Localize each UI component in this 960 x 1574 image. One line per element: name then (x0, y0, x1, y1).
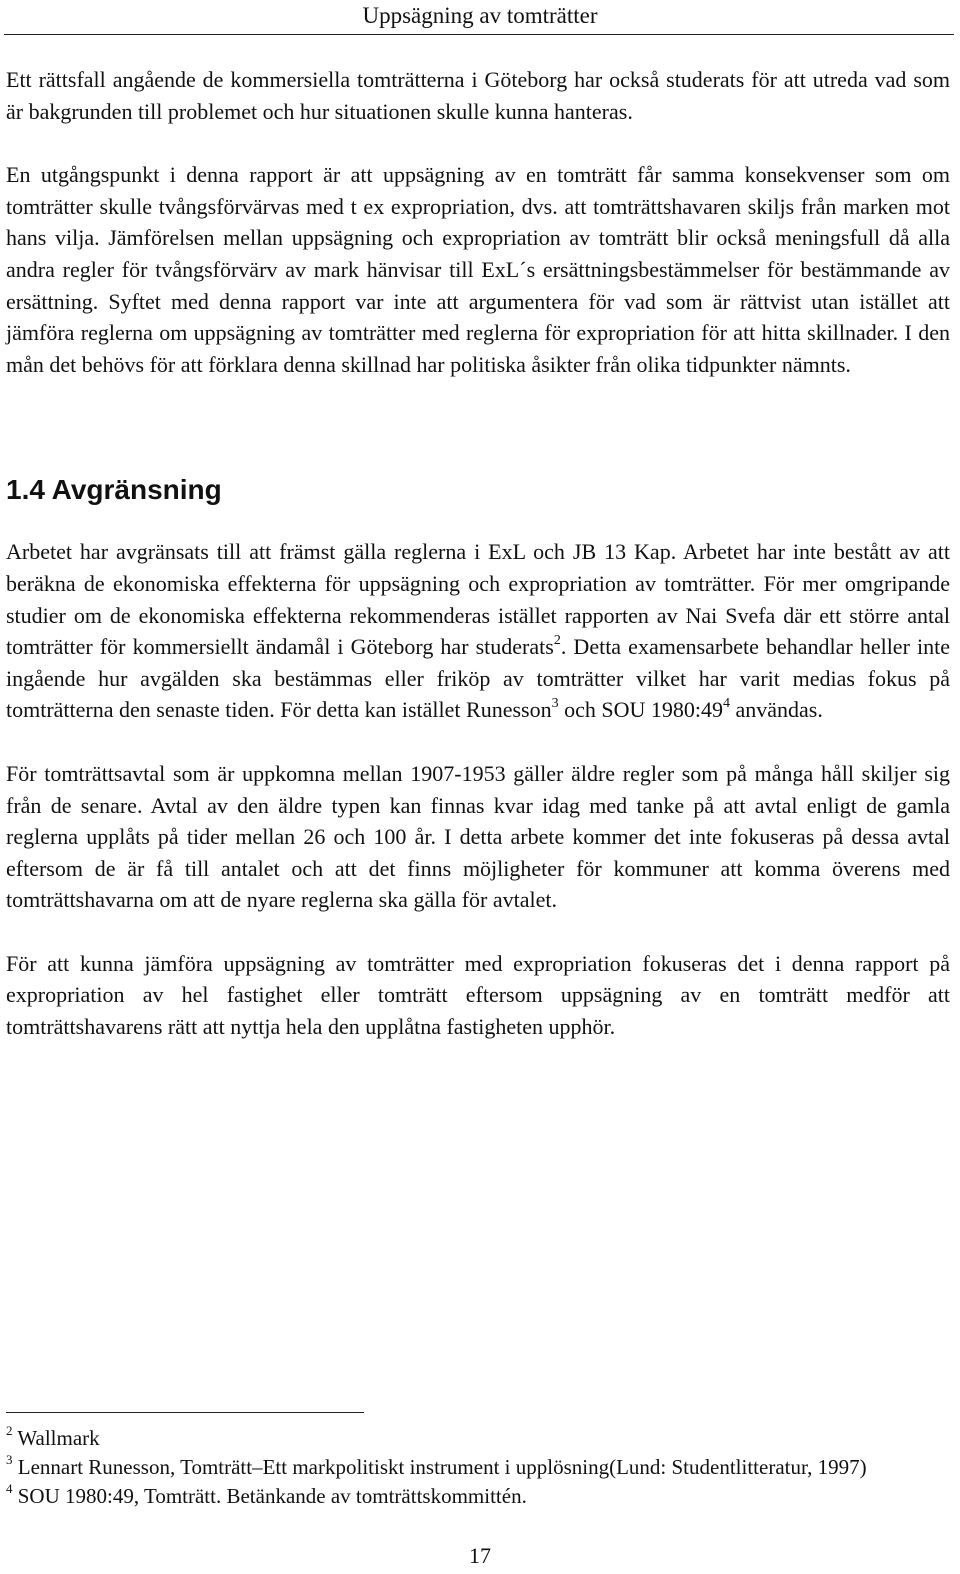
section-paragraph-1-text-a: Arbetet har avgränsats till att främst gälla reglerna i ExL och JB 13 Kap. Arbetet har inte bestått av att beräkna de ekonomiska effekterna för uppsägning och expropriation av tomträtter. För mer omgripande studier om de ekonomiska effekterna rekommenderas istället rapporten av Nai Svefa där ett större antal tomträtter för kommersiellt ändamål i Göteborg har studerats (6, 539, 950, 660)
section-heading: 1.4 Avgränsning (6, 474, 222, 506)
section-paragraph-1-text-b: . Detta examensarbete behandlar heller inte ingående hur avgälden ska bestämmas eller friköp av tomträtter vilket har varit medias fokus på tomträtterna den senaste tiden. För detta kan istället Runesson (6, 634, 950, 723)
page-number: 17 (469, 1543, 491, 1568)
footnote-item (6, 1453, 950, 1482)
footnotes (6, 1424, 950, 1511)
footnote-text: SOU 1980:49, Tomträtt. Betänkande av tomträttskommittén. (12, 1484, 527, 1508)
footnote-ref-3: 3 (551, 695, 559, 711)
footnote-divider (6, 1412, 364, 1413)
footnote-item (6, 1482, 950, 1511)
page-body (6, 64, 950, 1043)
section-paragraph-3: För att kunna jämföra uppsägning av tomträtter med expropriation fokuseras det i denna rapport på expropriation av hel fastighet eller tomträtt eftersom uppsägning av en tomträtt medför att tomträttshavarens rätt att nyttja hela den upplåtna fastigheten upphör. (6, 950, 950, 1040)
section-paragraph-1-text-d: användas. (729, 697, 823, 723)
footnote-ref-2: 2 (553, 632, 561, 648)
section-paragraph-1 (6, 536, 950, 726)
intro-paragraph-1: Ett rättsfall angående de kommersiella tomträtterna i Göteborg har också studerats för att utreda vad som är bakgrunden till problemet och hur situationen skulle kunna hanteras. (6, 67, 950, 124)
section-paragraph-1-text-c: och SOU 1980:49 (558, 697, 723, 723)
section-paragraph-2: För tomträttsavtal som är uppkomna mellan 1907-1953 gäller äldre regler som på många håll skiljer sig från de senare. Avtal av den äldre typen kan finnas kvar idag med tanke på att avtal enligt de gamla reglerna upplåts på tider mellan 26 och 100 år. I detta arbete kommer det inte fokuseras på dessa avtal eftersom de är få till antalet och att det finns möjligheter för kommuner att komma överens med tomträttshavarna om att de nyare reglerna ska gälla för avtalet. (6, 760, 950, 913)
running-header: Uppsägning av tomträtter (362, 3, 598, 28)
footnote-text: Wallmark (12, 1426, 100, 1450)
header-divider (4, 34, 954, 35)
footnote-number: 2 (6, 1423, 13, 1438)
footnote-ref-4: 4 (722, 695, 730, 711)
footnote-text: Lennart Runesson, Tomträtt–Ett markpolitiskt instrument i upplösning(Lund: Studentlitteratur, 1997) (12, 1455, 867, 1479)
footnote-item (6, 1424, 950, 1453)
intro-paragraph-2: En utgångspunkt i denna rapport är att uppsägning av en tomträtt får samma konsekvenser som om tomträtter skulle tvångsförvärvas med t ex expropriation, dvs. att tomträttshavaren skiljs från marken mot hans vilja. Jämförelsen mellan uppsägning och expropriation av tomträtt blir också meningsfull då alla andra regler för tvångsförvärv av mark hänvisar till ExL´s ersättningsbestämmelser för bestämmande av ersättning. Syftet med denna rapport var inte att argumentera för vad som är rättvist utan istället att jämföra reglerna om uppsägning av tomträtter med reglerna för expropriation för att hitta skillnader. I den mån det behövs för att förklara denna skillnad har politiska åsikter från olika tidpunkter nämnts. (6, 162, 950, 377)
footnote-number: 4 (6, 1481, 13, 1496)
footnote-number: 3 (6, 1452, 13, 1467)
